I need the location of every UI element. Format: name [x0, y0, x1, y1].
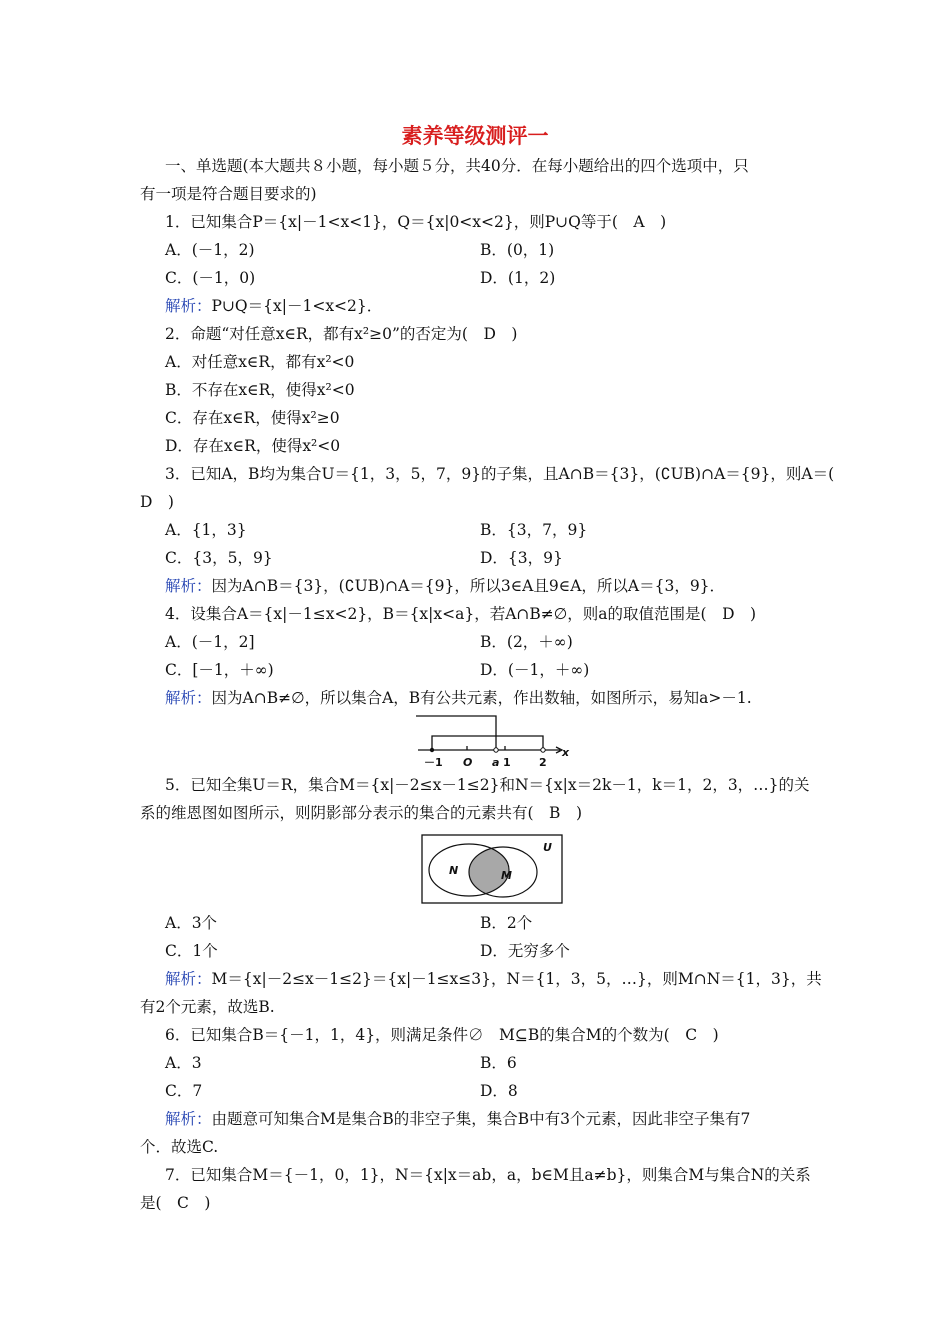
q3-option-d: D．{3，9}	[480, 549, 563, 567]
q1-option-a: A．(－1，2)	[165, 241, 255, 259]
q4-option-d: D．(－1，＋∞)	[480, 661, 590, 679]
venn-label-n: N	[449, 864, 459, 877]
axis-label-x: x	[562, 746, 570, 759]
q5-option-a: A．3个	[165, 914, 218, 932]
venn-label-u: U	[543, 841, 552, 854]
q4-option-b: B．(2，＋∞)	[480, 633, 573, 651]
q6-solution-line1	[165, 1108, 750, 1130]
q5-solution-text: M＝{x|－2≤x－1≤2}＝{x|－1≤x≤3}，N＝{1，3，5，…}，则M∩N＝{1，3}，共	[211, 970, 822, 988]
open-point-2	[541, 748, 545, 752]
q4-option-c: C．[－1，＋∞)	[165, 661, 274, 679]
q3-solution	[165, 575, 725, 597]
q5-option-b: B．2个	[480, 914, 533, 932]
q5-solution-line2: 有2个元素，故选B.	[140, 998, 275, 1016]
q6-option-d: D．8	[480, 1082, 518, 1100]
solution-label: 解析：	[165, 970, 212, 988]
section-heading-line1: 一、单选题(本大题共８小题，每小题５分，共40分．在每小题给出的四个选项中，只	[165, 157, 749, 175]
q5-stem-line2: 系的维恩图如图所示，则阴影部分表示的集合的元素共有( B )	[140, 804, 582, 822]
q3-option-c: C．{3，5，9}	[165, 549, 273, 567]
q1-option-d: D．(1，2)	[480, 269, 556, 287]
venn-diagram	[421, 834, 563, 904]
solution-label: 解析：	[165, 297, 212, 315]
q4-option-a: A．(－1，2]	[165, 633, 255, 651]
q2-option-b: B．不存在x∈R，使得x²<0	[165, 381, 355, 399]
solution-label: 解析：	[165, 689, 212, 707]
q3-option-b: B．{3，7，9}	[480, 521, 588, 539]
q6-option-b: B．6	[480, 1054, 517, 1072]
q2-option-c: C．存在x∈R，使得x²≥0	[165, 409, 340, 427]
set-b-bracket	[416, 716, 496, 750]
q3-stem-line1: 3．已知A，B均为集合U＝{1，3，5，7，9}的子集，且A∩B＝{3}，(∁UB)∩A＝{9}，则A＝(	[165, 465, 835, 483]
solution-label: 解析：	[165, 577, 212, 595]
q2-option-a: A．对任意x∈R，都有x²<0	[165, 353, 355, 371]
q5-stem-line1: 5．已知全集U＝R，集合M＝{x|－2≤x－1≤2}和N＝{x|x＝2k－1，k＝1，2，3，…}的关	[165, 776, 810, 794]
q7-stem-line1: 7．已知集合M＝{－1，0，1}，N＝{x|x＝ab，a，b∈M且a≠b}，则集合M与集合N的关系	[165, 1166, 811, 1184]
q6-option-c: C．7	[165, 1082, 203, 1100]
axis-label-2: 2	[539, 756, 547, 769]
venn-label-m: M	[501, 869, 512, 882]
q1-option-c: C．(－1，0)	[165, 269, 256, 287]
axis-label-1: 1	[503, 756, 511, 769]
q5-option-c: C．1个	[165, 942, 218, 960]
q2-option-d: D．存在x∈R，使得x²<0	[165, 437, 341, 455]
q2-stem: 2．命题“对任意x∈R，都有x²≥0”的否定为( D )	[165, 325, 518, 343]
page-title: 素养等级测评一	[401, 124, 549, 148]
number-line-figure	[408, 712, 578, 772]
q7-stem-line2: 是( C )	[140, 1194, 211, 1212]
q4-solution	[165, 687, 752, 709]
q1-stem: 1．已知集合P＝{x|－1<x<1}，Q＝{x|0<x<2}，则P∪Q等于( A )	[165, 213, 667, 231]
q1-option-b: B．(0，1)	[480, 241, 555, 259]
solution-label: 解析：	[165, 1110, 212, 1128]
q3-solution-text: 因为A∩B＝{3}，(∁UB)∩A＝{9}，所以3∈A且9∈A，所以A＝{3，9}．	[211, 577, 726, 595]
set-a-bracket	[432, 736, 543, 750]
q3-option-a: A．{1，3}	[165, 521, 247, 539]
q6-stem: 6．已知集合B＝{－1，1，4}，则满足条件∅ M⊆B的集合M的个数为( C )	[165, 1026, 719, 1044]
q3-stem-line2: D )	[140, 493, 174, 511]
q6-solution-text: 由题意可知集合M是集合B的非空子集，集合B中有3个元素，因此非空子集有7	[211, 1110, 751, 1128]
q5-solution-line1	[165, 968, 822, 990]
open-point-a	[494, 748, 498, 752]
axis-label-a: a	[492, 756, 500, 769]
q1-solution-text: P∪Q＝{x|－1<x<2}．	[211, 297, 383, 315]
q4-solution-text: 因为A∩B≠∅，所以集合A，B有公共元素，作出数轴，如图所示，易知a>－1.	[211, 689, 752, 707]
axis-label-origin: O	[463, 756, 473, 769]
q6-option-a: A．3	[165, 1054, 202, 1072]
axis-label-neg1: －1	[424, 756, 443, 769]
q1-solution	[165, 295, 382, 317]
q5-option-d: D．无穷多个	[480, 942, 570, 960]
q4-stem: 4．设集合A＝{x|－1≤x<2}，B＝{x|x<a}，若A∩B≠∅，则a的取值范围是( D )	[165, 605, 757, 623]
closed-point-neg1	[430, 748, 434, 752]
section-heading-line2: 有一项是符合题目要求的)	[140, 185, 317, 203]
q6-solution-line2: 个．故选C.	[140, 1138, 219, 1156]
